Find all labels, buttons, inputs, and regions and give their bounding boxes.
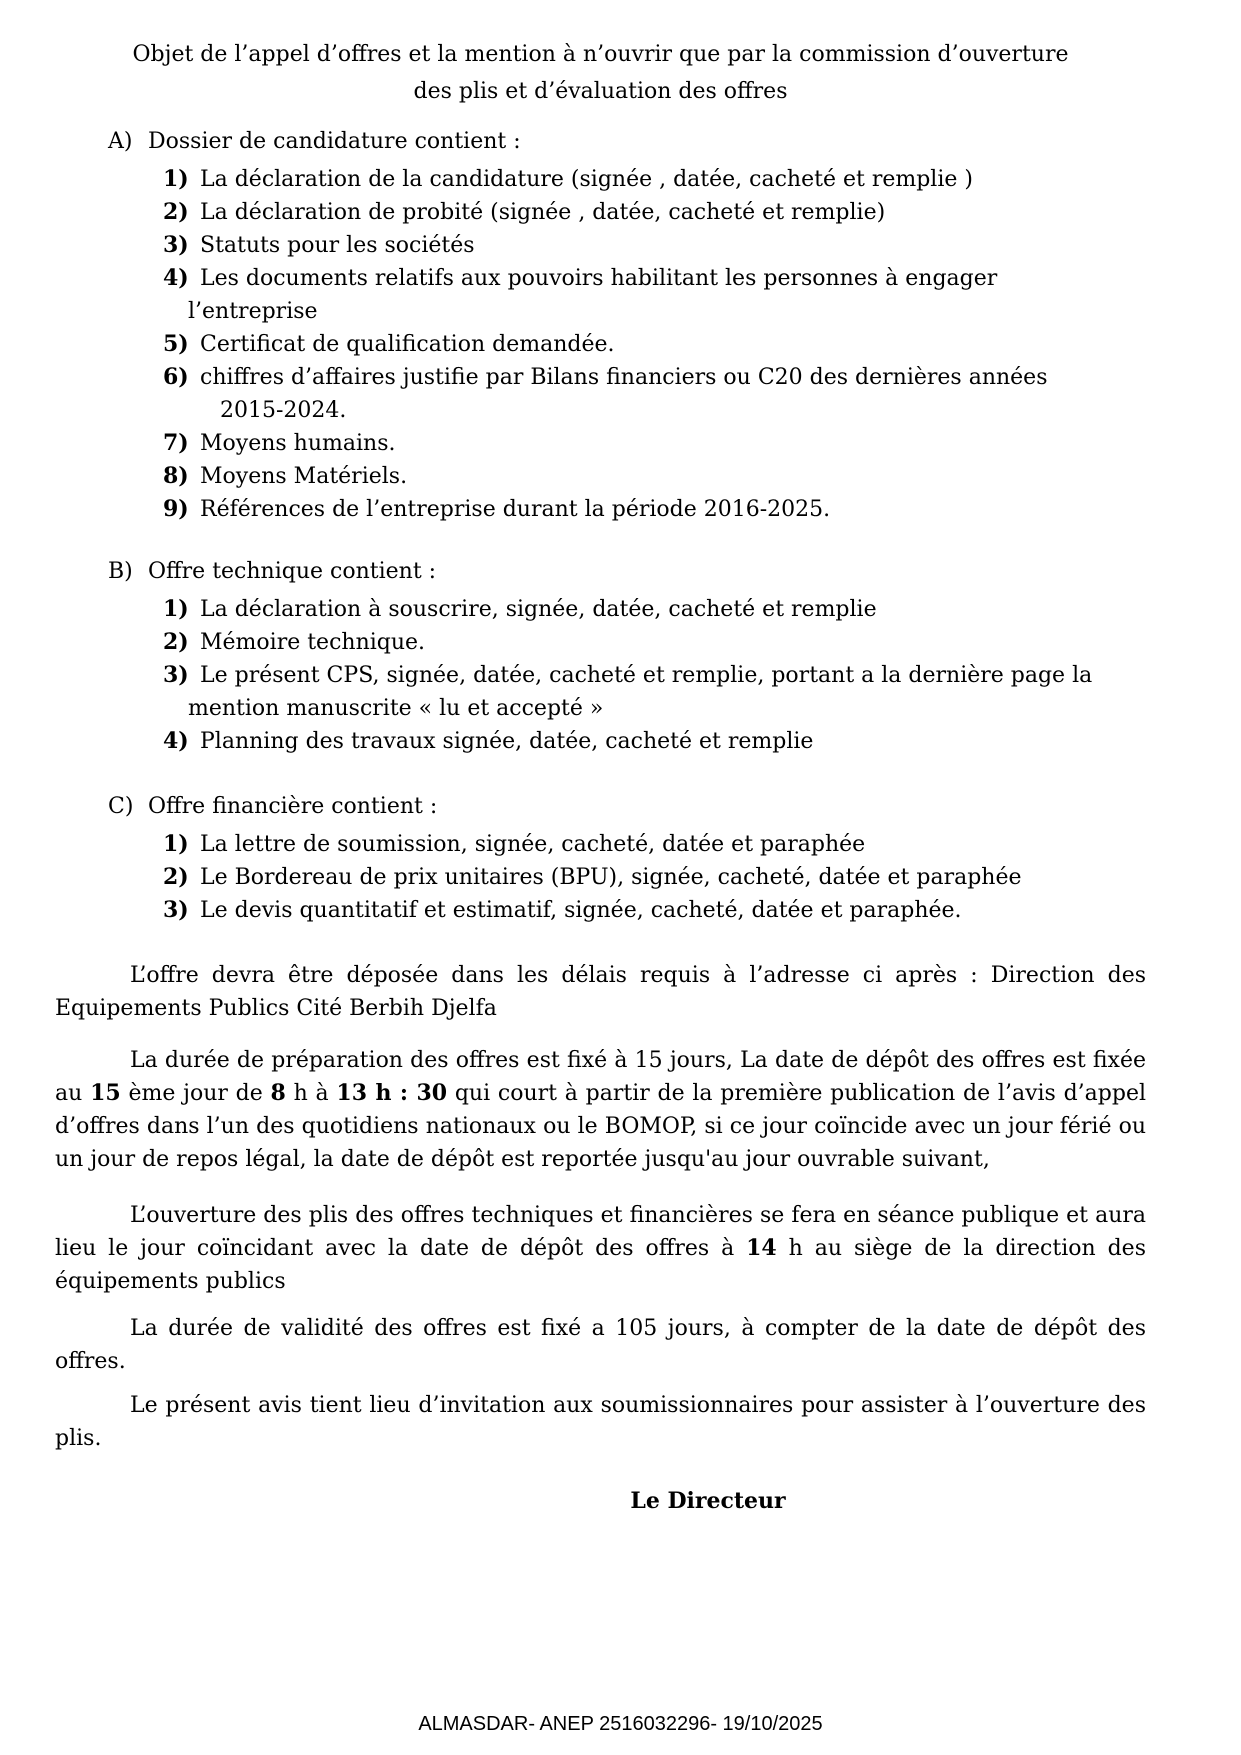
section-a-heading-text: Dossier de candidature contient :: [148, 129, 521, 154]
item-text: Moyens Matériels.: [200, 464, 408, 489]
section-b: [55, 555, 1146, 758]
list-item: [163, 593, 1146, 626]
list-item: [163, 460, 1146, 493]
section-b-heading: [108, 555, 1146, 588]
item-text: La déclaration de la candidature (signée , datée, cacheté et remplie ): [200, 167, 973, 192]
title-line-2: des plis et d’évaluation des offres: [413, 79, 788, 104]
list-item: [163, 493, 1146, 526]
title-line-1: Objet de l’appel d’offres et la mention à n’ouvrir que par la commission d’ouverture: [132, 42, 1069, 67]
item-number: 9): [163, 496, 189, 522]
item-number: 1): [163, 166, 189, 192]
item-number: 1): [163, 831, 189, 857]
item-number: 8): [163, 463, 189, 489]
start-hour-value: 8: [270, 1080, 286, 1106]
list-item: [163, 626, 1146, 659]
section-b-heading-text: Offre technique contient :: [148, 559, 437, 584]
item-text: Moyens humains.: [200, 431, 396, 456]
publication-footer: ALMASDAR- ANEP 2516032296- 19/10/2025: [418, 1713, 823, 1735]
paragraph-segment: h au siège de la direction des équipements publics: [55, 1236, 1146, 1294]
paragraph-segment: h à: [285, 1081, 337, 1106]
paragraph-preparation-duration: [55, 1044, 1146, 1176]
item-text: La déclaration à souscrire, signée, datée, cacheté et remplie: [200, 597, 877, 622]
list-item: [163, 328, 1146, 361]
item-text-continuation: 2015-2024.: [220, 398, 347, 423]
item-text: Le devis quantitatif et estimatif, signée, cacheté, datée et paraphée.: [200, 898, 962, 923]
list-item: [163, 427, 1146, 460]
section-c: [55, 790, 1146, 927]
item-number: 6): [163, 364, 189, 390]
item-number: 1): [163, 596, 189, 622]
item-number: 7): [163, 430, 189, 456]
list-item: [163, 659, 1146, 692]
item-text: chiffres d’affaires justifie par Bilans financiers ou C20 des dernières années: [200, 365, 1048, 390]
item-number: 3): [163, 232, 189, 258]
list-item: [163, 861, 1146, 894]
list-item: [163, 725, 1146, 758]
item-number: 2): [163, 199, 189, 225]
item-number: 5): [163, 331, 189, 357]
item-number: 3): [163, 662, 189, 688]
item-text: Planning des travaux signée, datée, cacheté et remplie: [200, 729, 814, 754]
section-b-label: B): [108, 559, 133, 584]
list-item: [163, 894, 1146, 927]
paragraph-segment: L’ouverture des plis des offres techniques et financières se fera en séance publique et aura lieu le jour coïncidant avec la date de dépôt des offres à: [55, 1203, 1146, 1261]
item-number: 2): [163, 864, 189, 890]
item-number: 4): [163, 728, 189, 754]
list-item: [163, 262, 1146, 295]
paragraph-offer-validity: La durée de validité des offres est fixé a 105 jours, à compter de la date de dépôt des offres.: [55, 1316, 1146, 1374]
item-text-continuation: l’entreprise: [188, 299, 318, 324]
list-item: [163, 163, 1146, 196]
item-text: Les documents relatifs aux pouvoirs habilitant les personnes à engager: [200, 266, 998, 291]
item-number: 3): [163, 897, 189, 923]
section-c-label: C): [108, 794, 134, 819]
section-c-heading: [108, 790, 1146, 823]
paragraph-deposit-address: L’offre devra être déposée dans les délais requis à l’adresse ci après : Direction des Equipements Publics Cité Berbih Djelfa: [55, 963, 1146, 1021]
list-item: [163, 196, 1146, 229]
list-item: [163, 229, 1146, 262]
item-text-continuation: mention manuscrite « lu et accepté »: [188, 696, 604, 721]
section-a-label: A): [108, 129, 133, 154]
item-text: Certificat de qualification demandée.: [200, 332, 615, 357]
paragraph-segment: qui court à partir de la première publication de l’avis d’appel d’offres dans l’un des quotidiens nationaux ou le BOMOP, si ce jour coïncide avec un jour férié ou un jour de repos légal, la date de dépôt est reportée jusqu'au jour ouvrable suivant,: [55, 1081, 1147, 1172]
list-item: [163, 828, 1146, 861]
item-text: Mémoire technique.: [200, 630, 426, 655]
section-c-heading-text: Offre financière contient :: [148, 794, 438, 819]
item-text: Statuts pour les sociétés: [200, 233, 475, 258]
paragraph-invitation: Le présent avis tient lieu d’invitation aux soumissionnaires pour assister à l’ouverture des plis.: [55, 1393, 1146, 1451]
section-a: [55, 125, 1146, 526]
deadline-day-value: 15: [90, 1080, 121, 1106]
item-text: La déclaration de probité (signée , datée, cacheté et remplie): [200, 200, 886, 225]
item-text: Le présent CPS, signée, datée, cacheté et remplie, portant a la dernière page la: [200, 663, 1093, 688]
item-text: Le Bordereau de prix unitaires (BPU), signée, cacheté, datée et paraphée: [200, 865, 1022, 890]
item-number: 2): [163, 629, 189, 655]
item-text: Références de l’entreprise durant la période 2016-2025.: [200, 497, 831, 522]
signature-title: Le Directeur: [630, 1488, 786, 1514]
paragraph-segment: La durée de préparation des offres est fixé à 15 jours, La date de dépôt des offres est fixée au: [55, 1048, 1146, 1106]
end-hour-value: 13 h : 30: [336, 1080, 448, 1106]
section-a-heading: [108, 125, 1146, 158]
opening-hour-value: 14: [746, 1235, 777, 1261]
paragraph-opening-session: [55, 1199, 1146, 1298]
item-text: La lettre de soumission, signée, cacheté, datée et paraphée: [200, 832, 866, 857]
paragraph-segment: ème jour de: [120, 1081, 271, 1106]
page-title: [55, 36, 1146, 110]
list-item: [163, 361, 1146, 394]
item-number: 4): [163, 265, 189, 291]
